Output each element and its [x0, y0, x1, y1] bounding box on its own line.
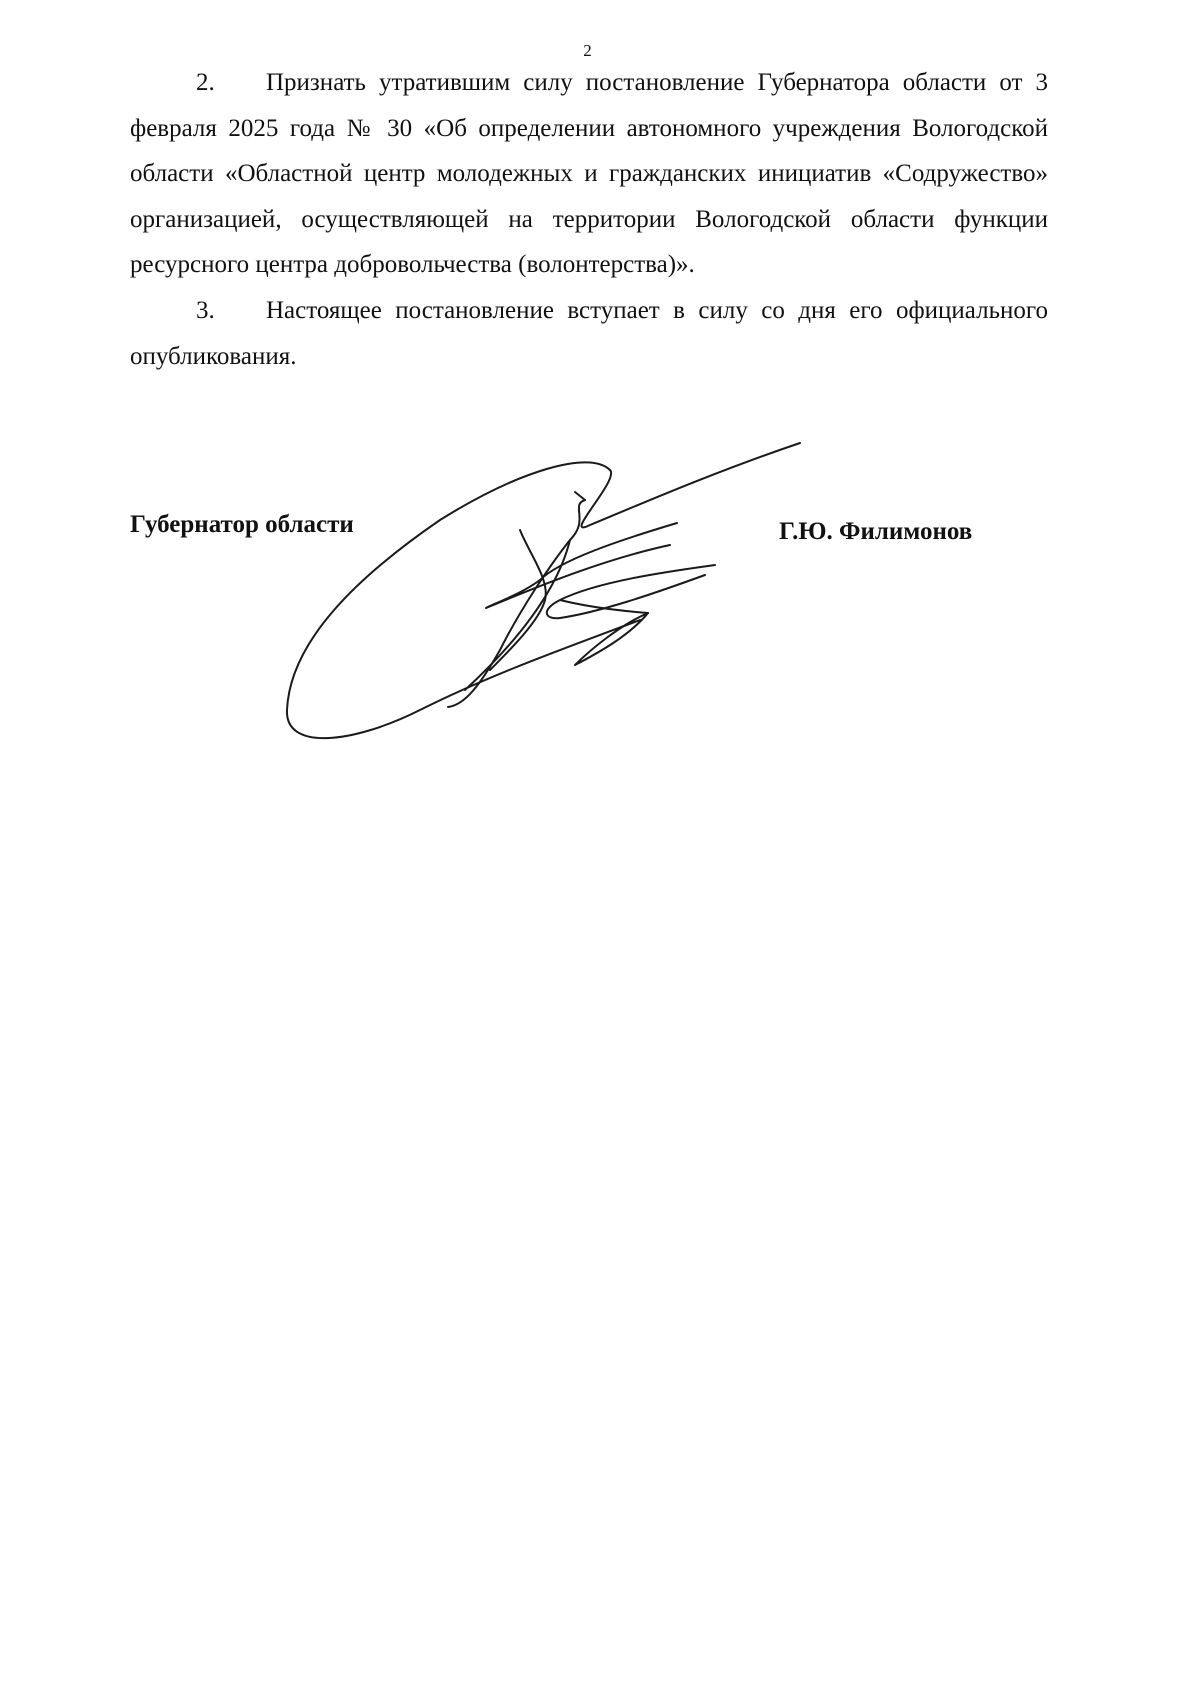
paragraph-text: Признать утратившим силу постановление Губернатора области от 3 февраля 2025 года № 30 «Об определении автономного учреждения Вологодской области «Областной центр молодежных и гражданских инициатив «Содружество» организацией, осуществляющей на территории Вологодской области функции ресурсного центра добровольчества (волонтерства)».	[130, 69, 1048, 279]
paragraph-text: Настоящее постановление вступает в силу со дня его официального опубликования.	[130, 296, 1048, 370]
document-body	[130, 60, 1048, 379]
paragraph-3	[130, 288, 1048, 379]
signatory-name: Г.Ю. Филимонов	[779, 518, 973, 545]
paragraph-number: 2.	[196, 69, 215, 96]
paragraph-number: 3.	[196, 296, 215, 324]
page-number: 2	[583, 41, 592, 60]
paragraph-2	[130, 60, 1048, 288]
signatory-position: Губернатор области	[130, 511, 354, 538]
